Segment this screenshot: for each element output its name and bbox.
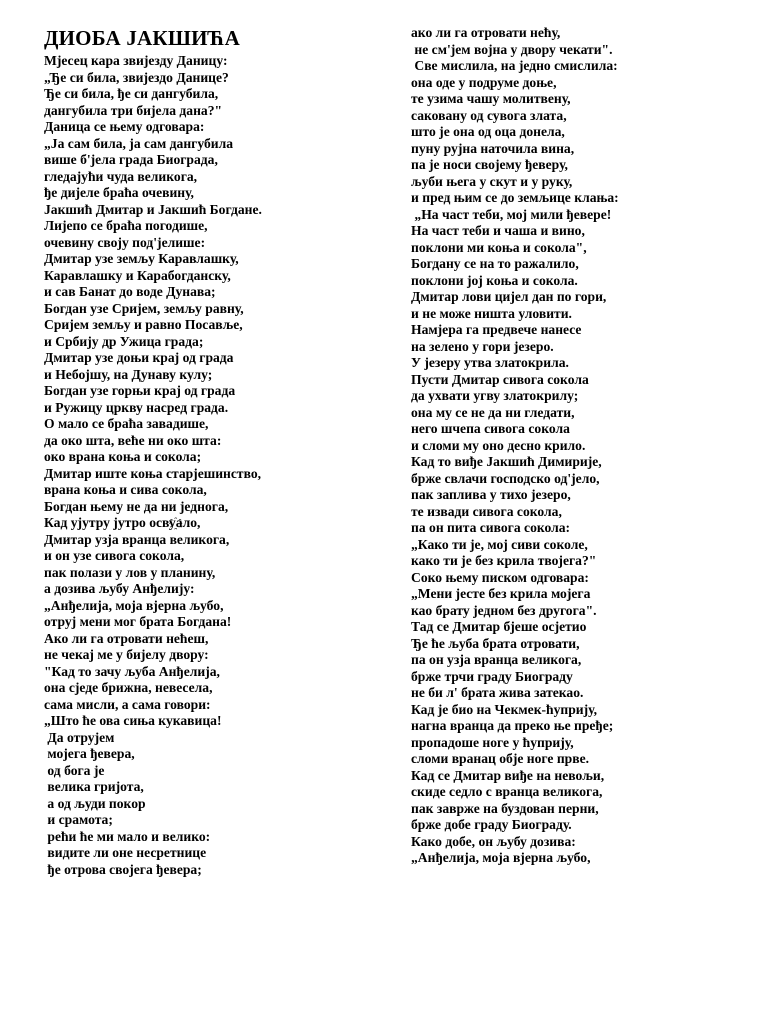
poem-line: не би л' брата жива затекао. <box>411 685 584 700</box>
poem-line: и Ружицу цркву насред града. <box>44 399 229 415</box>
poem-line: она сједе брижна, невесела, <box>44 680 213 695</box>
poem-line: ако ли га отровати нећу, <box>411 25 561 40</box>
poem-line: сломи вранац обје ноге прве. <box>411 751 590 766</box>
poem-line: На част теби и чаша и вино, <box>411 223 585 238</box>
poem-line: сама мисли, а сама говори: <box>44 696 211 712</box>
poem-line: Пусти Дмитар сивога сокола <box>411 371 589 387</box>
poem-line: велика гријота, <box>44 779 144 794</box>
poem-line: ђе отрова својега ђевера; <box>44 861 202 877</box>
poem-line: и сав Банат до воде Дунава; <box>44 284 216 299</box>
left-column <box>44 53 384 878</box>
poem-line: она оде у подруме доње, <box>411 74 557 90</box>
poem-line: Каравлашку и Карабогданску, <box>44 267 231 283</box>
poem-line: „Што ће ова сиња кукавица! <box>44 713 222 728</box>
poem-line: Кад то виђе Јакшић Димирије, <box>411 454 602 469</box>
poem-line: дангубила три бијела дана?" <box>44 102 223 118</box>
poem-line: „Анђелија, моја вјерна љубо, <box>411 850 591 865</box>
poem-line: да око шта, веће ни око шта: <box>44 432 222 448</box>
poem-line: Ђе си била, ђе си дангубила, <box>44 86 219 101</box>
poem-line: Дмитар лови цијел дан по гори, <box>411 289 607 304</box>
poem-title: ДИОБА ЈАКШИЋА <box>44 26 240 50</box>
poem-line: и он узе сивога сокола, <box>44 548 185 563</box>
right-column <box>411 25 751 867</box>
poem-line: „Како ти је, мој сиви соколе, <box>411 536 588 552</box>
poem-line: Даница се њему одговара: <box>44 119 205 134</box>
poem-line: брже свлачи господско од'јело, <box>411 470 600 486</box>
poem-line: Кад ујутру јутро осву҈ало, <box>44 515 201 530</box>
poem-line: што је она од оца донела, <box>411 124 565 139</box>
poem-line: отруј мени мог брата Богдана! <box>44 614 232 629</box>
poem-line: па он узја вранца великога, <box>411 652 582 667</box>
poem-line: поклони ми коња и сокола", <box>411 239 587 255</box>
poem-line: Кад се Дмитар виђе на невољи, <box>411 767 605 783</box>
poem-line: пропадоше ноге у ћуприју, <box>411 734 574 750</box>
poem-line: видите ли оне несретнице <box>44 845 207 860</box>
poem-line: гледајући чуда великога, <box>44 168 198 184</box>
poem-line: Јакшић Дмитар и Јакшић Богдане. <box>44 201 262 217</box>
poem-line: ђе дијеле браћа очевину, <box>44 185 194 200</box>
poem-line: Тад се Дмитар бјеше осјетио <box>411 619 587 634</box>
poem-line: поклони јој коња и сокола. <box>411 272 578 288</box>
poem-line: Дмитар иште коња старјешинство, <box>44 465 262 481</box>
poem-line: и сломи му оно десно крило. <box>411 437 586 453</box>
poem-line: пуну рујна наточила вина, <box>411 140 575 156</box>
poem-line: брже трчи граду Биограду <box>411 668 573 684</box>
poem-line: „Мени јесте без крила мојега <box>411 586 591 601</box>
poem-line: она му се не да ни гледати, <box>411 404 575 420</box>
poem-line: око врана коња и сокола; <box>44 449 202 464</box>
poem-line: и срамота; <box>44 812 113 827</box>
poem-line: па је носи својему ђеверу, <box>411 157 568 172</box>
poem-line: Сријем земљу и равно Посавље, <box>44 317 243 332</box>
poem-line: Богдан узе горњи крај од града <box>44 383 236 398</box>
poem-line: не см'јем војна у двору чекати". <box>411 41 613 57</box>
poem-line: Кад је био на Чекмек-ћуприју, <box>411 701 597 717</box>
poem-line: те узима чашу молитвену, <box>411 91 571 106</box>
poem-line: Дмитар узја вранца великога, <box>44 531 230 547</box>
poem-line: „На част теби, мој мили ђевере! <box>411 206 612 222</box>
poem-line: на зелено у гори језеро. <box>411 338 554 354</box>
poem-line: и пред њим се до земљице клања: <box>411 190 619 205</box>
poem-line: од бога је <box>44 762 105 778</box>
poem-line: Богдан њему не да ни једнога, <box>44 498 229 514</box>
poem-line: Богдан узе Сријем, земљу равну, <box>44 300 244 316</box>
poem-line: и Србију др Ужица града; <box>44 333 204 349</box>
poem-line: Мјесец кара звијезду Даницу: <box>44 53 228 68</box>
poem-line: врана коња и сива сокола, <box>44 482 207 497</box>
poem-line: како ти је без крила твојега?" <box>411 553 597 568</box>
poem-line: скиде седло с вранца великога, <box>411 784 603 799</box>
poem-line: као брату једном без другога". <box>411 602 597 618</box>
poem-line: Ако ли га отровати нећеш, <box>44 630 209 646</box>
poem-line: О мало се браћа завадише, <box>44 416 209 431</box>
poem-line: „Ђе си била, звијездо Данице? <box>44 69 229 85</box>
poem-line: Богдану се на то ражалило, <box>411 256 579 271</box>
poem-line: У језеру утва златокрила. <box>411 355 569 370</box>
poem-line: саковану од сувога злата, <box>411 107 567 123</box>
poem-line: брже добе граду Биограду. <box>411 817 572 832</box>
poem-line: Дмитар узе доњи крај од града <box>44 350 234 365</box>
poem-line: нагна вранца да преко ње пређе; <box>411 718 614 733</box>
poem-line: пак заплива у тихо језеро, <box>411 487 571 502</box>
poem-line: те извади сивога сокола, <box>411 503 562 519</box>
poem-line: Намјера га предвече нанесе <box>411 322 582 337</box>
poem-line: „Анђелија, моја вјерна љубо, <box>44 597 224 613</box>
poem-line: не чекај ме у бијелу двору: <box>44 647 209 662</box>
poem-line: пак заврже на буздован перни, <box>411 800 599 816</box>
poem-line: и не може ништа уловити. <box>411 305 572 321</box>
poem-line: да ухвати угву златокрилу; <box>411 388 579 403</box>
poem-line: него шчепа сивога сокола <box>411 421 570 436</box>
poem-line: Дмитар узе земљу Каравлашку, <box>44 251 239 266</box>
poem-line: мојега ђевера, <box>44 746 135 761</box>
poem-line: па он пита сивога сокола: <box>411 520 571 535</box>
poem-line: пак полази у лов у планину, <box>44 564 216 580</box>
poem-line: а од људи покор <box>44 795 146 811</box>
poem-line: Све мислила, на једно смислила: <box>411 58 618 73</box>
poem-line: љуби њега у скут и у руку, <box>411 173 573 189</box>
poem-line: и Небојшу, на Дунаву кулу; <box>44 366 213 382</box>
poem-line: „Ја сам била, ја сам дангубила <box>44 135 234 151</box>
poem-line: "Кад то зачу љуба Анђелија, <box>44 663 220 679</box>
poem-line: рећи ће ми мало и велико: <box>44 828 211 844</box>
poem-line: Соко њему писком одговара: <box>411 569 589 585</box>
poem-line: Да отрујем <box>44 729 115 745</box>
poem-line: Лијепо се браћа погодише, <box>44 218 208 233</box>
poem-line: Ђе ће љуба брата отровати, <box>411 635 580 651</box>
poem-line: Како добе, он љубу дозива: <box>411 833 576 849</box>
poem-line: а дозива љубу Анђелију: <box>44 581 195 596</box>
poem-line: очевину своју под'јелише: <box>44 234 206 250</box>
poem-line: више б'јела града Биограда, <box>44 152 218 167</box>
